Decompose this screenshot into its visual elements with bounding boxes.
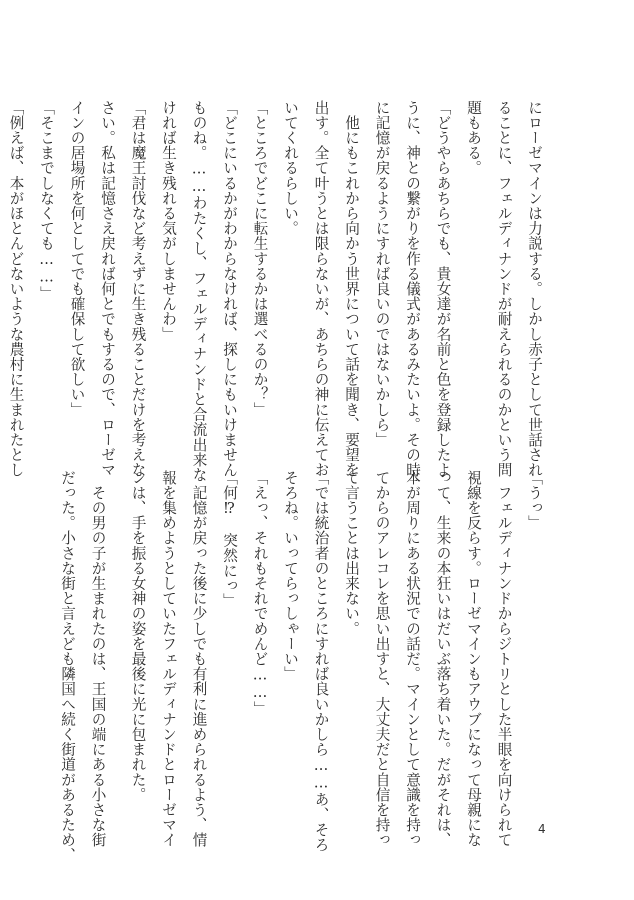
text-block-upper xyxy=(7,100,545,483)
text-line: 「では統治者のところにすれば良いかしら……あ、そろ xyxy=(312,470,330,853)
text-line: にローゼマインは力説する。しかし赤子として世話され xyxy=(526,100,543,478)
text-block-lower xyxy=(59,470,545,863)
text-line: ければ生き残れる気がしませんわ」 xyxy=(160,100,177,342)
text-line: 記憶が戻った後に少しでも有利に進められるよう、情 xyxy=(190,470,208,848)
text-line: 「例えば、本がほとんどないような農村に生まれたとし xyxy=(7,100,25,478)
text-line: ものね。……わたくし、フェルディナンドと合流出来な xyxy=(190,100,208,483)
page-number: 4 xyxy=(538,822,546,836)
text-line: 他にもこれから向かう世界について話を聞き、要望を xyxy=(343,100,360,478)
text-line: 視線を反らす。ローゼマインもアウブになって母親にな xyxy=(465,470,482,848)
text-line: て言うことは出来ない。 xyxy=(343,470,360,637)
text-line: いてくれるらしい。 xyxy=(282,100,299,236)
text-line: 題もある。 xyxy=(465,100,482,176)
text-line: 出す。全て叶うとは限らないが、あちらの神に伝えてお xyxy=(312,100,330,478)
text-line: に記憶が戻るようにすれば良いのではないかしら」 xyxy=(373,100,391,448)
text-line: その男の子が生まれたのは、王国の端にある小さな街 xyxy=(89,470,107,848)
text-line: インの居場所を何としてでも確保して欲しい」 xyxy=(68,100,86,418)
text-line: ンは、手を振る女神の姿を最後に光に包まれた。 xyxy=(129,470,147,803)
text-line: さい。私は記憶さえ戻れば何とでもするので、ローゼマ xyxy=(99,100,116,478)
text-line: うに、神との繋がりを作る儀式があるみたいよ。その時 xyxy=(404,100,421,478)
text-line: 「うっ」 xyxy=(526,470,543,531)
text-line: 「君は魔王討伐など考えずに生き残ることだけを考えな xyxy=(129,100,147,478)
text-line: 「えっ、それもそれでめんど……」 xyxy=(251,470,269,717)
text-line: 「そこまでしなくても……」 xyxy=(38,100,55,302)
text-line: そろね。いってらっしゃーい」 xyxy=(282,470,299,682)
text-line: だった。小さな街と言えども隣国へ続く街道があるため、 xyxy=(59,470,76,863)
text-line: 報を集めようとしていたフェルディナンドとローゼマイ xyxy=(160,470,177,848)
text-line: てからのアレコレを思い出すと、大丈夫だと自信を持っ xyxy=(373,470,391,848)
text-line: 「ところでどこに転生するかは選べるのか？」 xyxy=(251,100,269,418)
text-line: 本が周りにある状況での話だ。マインとして意識を持っ xyxy=(404,470,421,848)
text-line: 「何⁉ 突然にっ」 xyxy=(221,470,238,609)
text-line: 「どうやらあちらでも、貴女達が名前と色を登録したよ xyxy=(434,100,452,478)
text-line: ることに、フェルディナンドが耐えられるのかという問 xyxy=(495,100,513,478)
text-line: フェルディナンドからジトリとした半眼を向けられて xyxy=(495,470,513,848)
text-line: 「どこにいるかがわからなければ、探しにもいけません xyxy=(221,100,238,478)
text-line: って、生来の本狂いはだいぶ落ち着いた。だがそれは、 xyxy=(434,470,452,848)
